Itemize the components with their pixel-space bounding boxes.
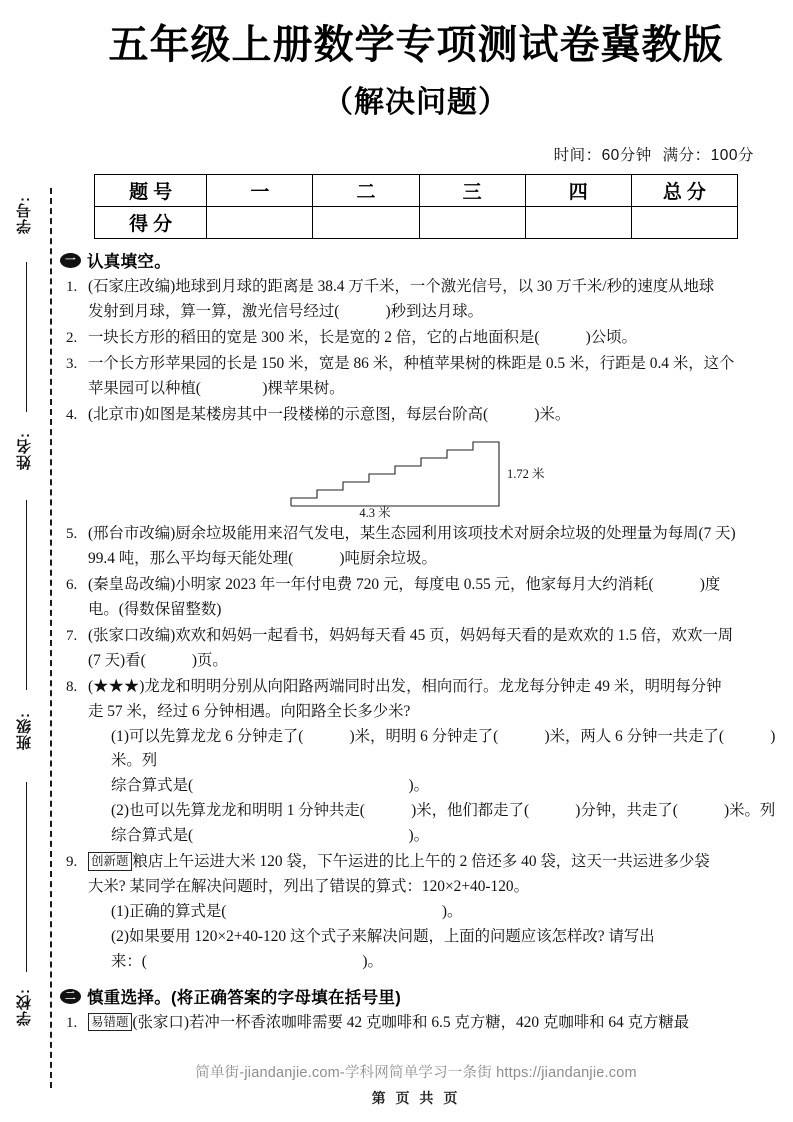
title-block	[56, 0, 776, 121]
seal-strip	[0, 0, 54, 1122]
question-number: 4.	[66, 406, 78, 423]
question-6	[66, 573, 776, 623]
exam-time: 时间：60分钟	[553, 147, 652, 165]
question-subpart: (2)如果要用 120×2+40-120 这个式子来解决问题，上面的问题应该怎样改? 请写出	[111, 928, 655, 946]
question-text-line: (石家庄改编)地球到月球的距离是 38.4 万千米，一个激光信号，以 30 万千米/秒的速度从地球	[88, 278, 715, 296]
stairs-width-label: 4.3 米	[359, 505, 391, 518]
score-cell-1[interactable]	[207, 207, 313, 239]
question-4	[66, 403, 776, 428]
question-text-line: 苹果园可以种植( )棵苹果树。	[88, 380, 345, 397]
score-table-col-total: 总分	[631, 175, 737, 207]
question-subpart: (1)可以先算龙龙 6 分钟走了( )米，明明 6 分钟走了( )米，两人 6 分钟一共走了( )米。列	[111, 727, 776, 770]
question-number: 5.	[66, 525, 78, 542]
question-choice-1	[66, 1011, 776, 1036]
question-number: 8.	[66, 678, 78, 695]
section-header-fill-in-blanks	[60, 248, 776, 272]
question-subpart: 来：( )。	[111, 953, 383, 971]
question-text-line: (★★★)龙龙和明明分别从向阳路两端同时出发，相向而行。龙龙每分钟走 49 米，明明每分钟	[88, 677, 722, 695]
seal-label-school: 学校:	[16, 988, 33, 1026]
exam-full-score: 满分：100分	[662, 147, 754, 165]
score-table	[94, 174, 738, 239]
stairs-outline	[291, 442, 499, 506]
score-table-col-2: 二	[313, 175, 419, 207]
question-tag-innovative: 创新题	[88, 852, 132, 870]
question-subpart: (2)也可以先算龙龙和明明 1 分钟共走( )米，他们都走了( )分钟，共走了( )米。列	[111, 802, 776, 820]
question-7	[66, 624, 776, 674]
question-number: 7.	[66, 627, 78, 644]
section-title-two: 慎重选择。(将正确答案的字母填在括号里)	[87, 989, 401, 1008]
question-text-line: (7 天)看( )页。	[88, 651, 228, 669]
score-table-header-score: 得分	[95, 207, 207, 239]
question-text-line: 走 57 米，经过 6 分钟相遇。向阳路全长多少米?	[88, 702, 411, 720]
question-text-line: (张家口改编)欢欢和妈妈一起看书，妈妈每天看 45 页，妈妈每天看的是欢欢的 1.5 倍，欢欢一周	[88, 626, 734, 644]
question-number: 2.	[66, 330, 78, 347]
question-text-line: 发射到月球，算一算，激光信号经过( )秒到达月球。	[88, 303, 484, 321]
question-text-line	[88, 850, 776, 875]
question-number: 1.	[66, 1015, 78, 1032]
seal-rule-3	[26, 782, 27, 972]
question-number: 3.	[66, 356, 78, 373]
stairs-diagram	[56, 432, 776, 518]
question-subpart: 综合算式是( )。	[111, 777, 430, 795]
footer	[56, 1061, 776, 1108]
watermark-text: 简单街-jiandanjie.com-学科网简单学习一条街 https://jiandanjie.com	[195, 1065, 637, 1081]
score-table-header-qnum: 题号	[95, 175, 207, 207]
question-tag-common-mistake: 易错题	[88, 1013, 132, 1031]
section-title-one: 认真填空。	[87, 253, 171, 272]
seal-label-student-id: 学号:	[16, 196, 33, 234]
score-cell-total[interactable]	[631, 207, 737, 239]
seal-label-name: 姓名:	[16, 432, 33, 470]
exam-meta	[56, 143, 776, 165]
question-2	[66, 326, 776, 351]
question-text-line: 一块长方形的稻田的宽是 300 米，长是宽的 2 倍，它的占地面积是( )公顷。	[88, 329, 637, 347]
question-3	[66, 352, 776, 402]
question-text: (张家口)若冲一杯香浓咖啡需要 42 克咖啡和 6.5 克方糖，420 克咖啡和 64 克方糖最	[132, 1014, 690, 1032]
score-cell-3[interactable]	[419, 207, 525, 239]
page-subtitle: （解决问题）	[323, 86, 509, 120]
question-text-line: (邢台市改编)厨余垃圾能用来沼气发电，某生态园利用该项技术对厨余垃圾的处理量为每周(7 天)	[88, 524, 736, 542]
question-8	[66, 675, 776, 850]
section-bullet-one: 一	[60, 253, 81, 268]
question-number: 6.	[66, 576, 78, 593]
seal-dashed-line	[50, 188, 52, 1088]
question-text-line: (北京市)如图是某楼房其中一段楼梯的示意图，每层台阶高( )米。	[88, 405, 571, 423]
question-text-line: 大米? 某同学在解决问题时，列出了错误的算式：120×2+40-120。	[88, 878, 530, 896]
question-text-line: 99.4 吨，那么平均每天能处理( )吨厨余垃圾。	[88, 549, 437, 567]
table-row-question-numbers	[95, 175, 738, 207]
seal-rule-1	[26, 262, 27, 412]
question-9	[66, 850, 776, 975]
question-text-line: (秦皇岛改编)小明家 2023 年一年付电费 720 元，每度电 0.55 元，他家每月大约消耗( )度	[88, 575, 721, 593]
question-text-line: 电。(得数保留整数)	[88, 600, 222, 618]
section-bullet-two: 二	[60, 989, 81, 1004]
page-counter: 第 页 共 页	[371, 1090, 461, 1106]
question-subpart: 综合算式是( )。	[111, 827, 430, 845]
table-row-scores	[95, 207, 738, 239]
score-table-col-1: 一	[207, 175, 313, 207]
question-1	[66, 275, 776, 325]
question-text: 粮店上午运进大米 120 袋，下午运进的比上午的 2 倍还多 40 袋，这天一共运进多少袋	[132, 853, 710, 871]
score-table-wrap	[56, 174, 776, 239]
question-subpart: (1)正确的算式是( )。	[111, 903, 463, 921]
question-5	[66, 522, 776, 572]
score-cell-2[interactable]	[313, 207, 419, 239]
page-title: 五年级上册数学专项测试卷冀教版	[108, 23, 724, 67]
section-header-multiple-choice	[60, 984, 776, 1008]
seal-rule-2	[26, 500, 27, 690]
seal-label-class: 班级:	[16, 712, 33, 750]
stairs-height-label: 1.72 米	[507, 466, 545, 481]
question-text-line: 一个长方形苹果园的长是 150 米，宽是 86 米，种植苹果树的株距是 0.5 米，行距是 0.4 米，这个	[88, 355, 735, 373]
score-cell-4[interactable]	[525, 207, 631, 239]
question-number: 1.	[66, 279, 78, 296]
exam-page	[56, 0, 776, 1122]
score-table-col-3: 三	[419, 175, 525, 207]
stairs-svg	[271, 432, 561, 518]
score-table-col-4: 四	[525, 175, 631, 207]
question-text-line	[88, 1011, 776, 1036]
question-number: 9.	[66, 854, 78, 871]
